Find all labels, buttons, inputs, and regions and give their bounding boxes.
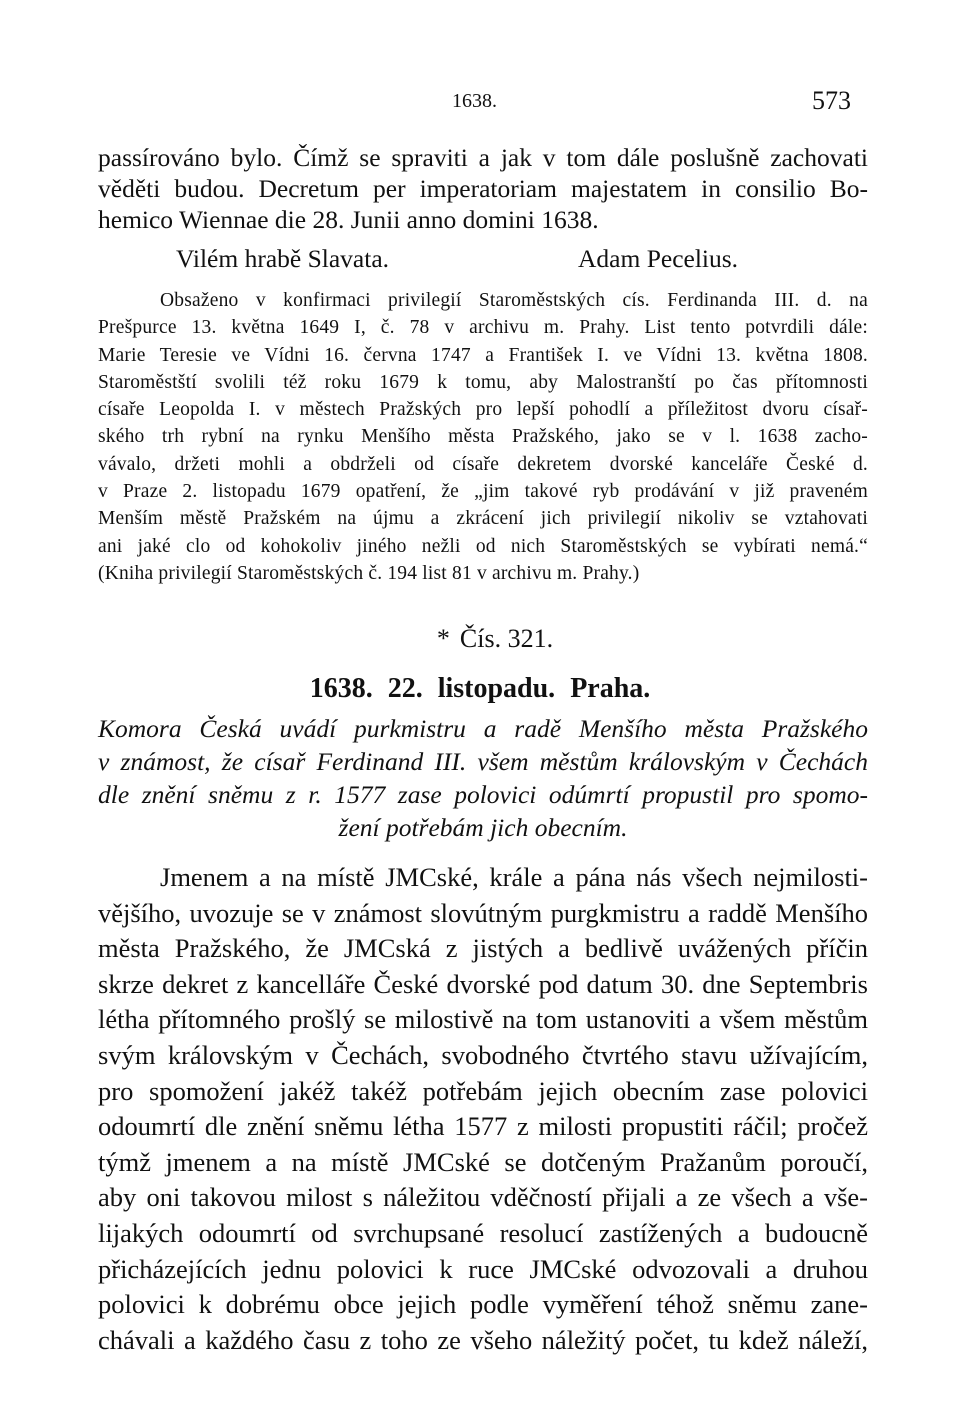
body-line: týmž jmenem a na místě JMCské se dotčeným Pražanům poroučí, [98,1146,868,1177]
note-line: císaře Leopolda I. v městech Pražských pro lepší pohodlí a příležitost dvoru císař- [98,399,868,421]
regest [98,712,868,844]
body-line: odoumrtí dle znění sněmu létha 1577 z milosti propustiti ráčil; pročež [98,1111,868,1142]
document-dateline [0,673,960,705]
text-line: věděti budou. Decretum per imperatoriam majestatem in consilio Bo- [98,174,868,203]
note-line: (Kniha privilegií Staroměstských č. 194 list 81 v archivu m. Prahy.) [98,562,640,584]
note-line: ani jaké clo od kohokoliv jiného nežli od nich Staroměstských se vybírati nemá.“ [98,535,868,557]
page-number: 573 [812,86,851,115]
running-header [0,86,960,116]
text-line: passírováno bylo. Čímž se spraviti a jak v tom dále poslušně zachovati [98,143,868,172]
note-line: Prešpurce 13. května 1649 I, č. 78 v archivu m. Prahy. List tento potvrdili dále: [98,317,868,339]
body-line: města Pražského, že JMCská z jistých a bedlivě uvážených příčin [98,933,868,964]
regest-line: žení potřebám jich obecním. [338,813,628,842]
note-line: ského trh rybní na rynku Menšího města Pražského, jako se v l. 1638 zacho- [98,426,868,448]
star-marker: * [436,624,450,653]
note-line: Staroměstští svolili též roku 1679 k tomu, aby Malostranští po čas přítomnosti [98,371,868,393]
signer-left: Vilém hrabě Slavata. [176,244,390,273]
note-line: v Praze 2. listopadu 1679 opatření, že „jim takové ryb prodávání v již praveném [98,481,868,503]
body-line: pro spomožení jakéž takéž potřebám jejich obecním zase polovici [98,1075,868,1106]
body-line: Jmenem a na místě JMCské, krále a pána nás všech nejmilosti- [160,862,868,892]
body-line: chávali a každého času z toho ze všeho náležitý počet, tu kdež náleží, [98,1324,868,1355]
signatures [176,244,776,274]
signer-right: Adam Pecelius. [578,244,739,273]
body-line: aby oni takovou milost s náležitou vděčností přijali a ze všech a vše- [98,1182,868,1213]
note-line: Menším městě Pražském na újmu a zkrácení jich privilegií nikoliv se vztahovati [98,508,868,530]
header-year: 1638. [452,90,497,112]
body-line: skrze dekret z kancelláře České dvorské pod datum 30. dne Septembris [98,968,868,999]
body-line: létha přítomného prošlý se milostivě na tom ustanoviti a všem městům [98,1004,868,1035]
document-number [0,624,960,654]
note-line: Obsaženo v konfirmaci privilegií Staroměstských cís. Ferdinanda III. d. na [160,290,868,311]
editorial-note [98,287,868,587]
regest-line: v známost, že císař Ferdinand III. všem městům královským v Čechách [98,747,868,776]
date-year: 1638. [309,673,373,704]
document-body [98,860,868,1358]
date-place: Praha. [570,673,651,704]
regest-line: dle znění sněmu z r. 1577 zase polovici odúmrtí propustil pro spomo- [98,780,868,809]
document-number-text: Čís. 321. [459,624,554,653]
body-line: lijakých odoumrtí od svrchupsané resolucí zastížených a budoucně [98,1217,868,1248]
note-line: vávalo, držeti mohli a obdrželi od císaře dekretem dvorské kanceláře České d. [98,453,868,475]
regest-line: Komora Česká uvádí purkmistru a radě Menšího města Pražského [98,714,868,743]
date-day: 22. [387,673,423,704]
date-month: listopadu. [437,673,556,704]
body-line: svým královským v Čechách, svobodného čtvrtého stavu užívajícím, [98,1039,868,1070]
note-line: Marie Teresie ve Vídni 16. června 1747 a František I. ve Vídni 13. května 1808. [98,344,868,366]
continuation-paragraph [98,142,868,235]
text-line: hemico Wiennae die 28. Junii anno domini 1638. [98,205,599,234]
body-line: polovici k dobrému obce jejich podle vyměření téhož sněmu zane- [98,1289,868,1320]
body-line: vějšího, uvozuje se v známost slovútným purgkmistru a raddě Menšího [98,897,868,928]
body-line: přicházejících jednu polovici k ruce JMCské odvozovali a druhou [98,1253,868,1284]
